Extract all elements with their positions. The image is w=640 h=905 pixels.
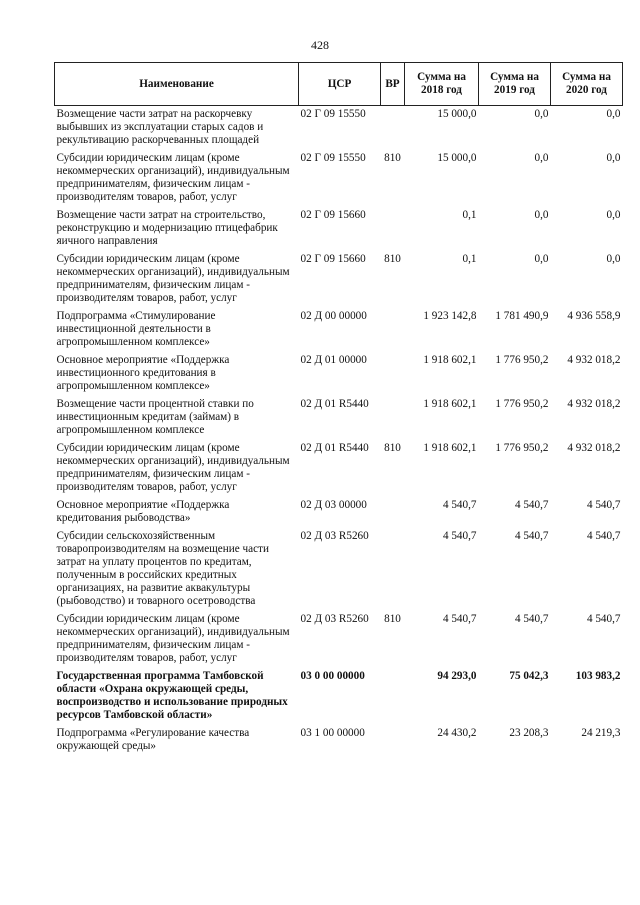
- row-name-cell: Субсидии сельскохозяйственным товаропроизводителям на возмещение части затрат на уплату процентов по кредитам, полученным в российских кредитных организациях, на развитие аквакультуры (рыбоводство) и товарного осетроводства: [56, 530, 269, 607]
- table-row: [55, 611, 623, 668]
- row-sum-2020-cell: 4 932 018,2: [567, 442, 621, 454]
- table-row: [55, 668, 623, 725]
- table-header-row: [55, 63, 623, 106]
- row-vr-cell: [381, 725, 405, 756]
- row-sum-2020-cell: 4 932 018,2: [567, 354, 621, 366]
- row-name-cell: Подпрограмма «Регулирование качества окружающей среды»: [56, 727, 250, 752]
- table-row: [55, 440, 623, 497]
- row-csr-cell: 02 Д 00 00000: [300, 310, 367, 322]
- table-row: [55, 725, 623, 756]
- row-sum-2020-cell: 4 540,7: [586, 613, 621, 625]
- row-vr-cell: [381, 668, 405, 725]
- table-row: [55, 251, 623, 308]
- row-sum-2018-cell: 0,1: [462, 209, 477, 221]
- row-sum-2019-cell: 1 776 950,2: [495, 442, 549, 454]
- table-row: [55, 106, 623, 151]
- table-body: [55, 106, 623, 757]
- row-sum-2018-cell: 1 918 602,1: [423, 354, 477, 366]
- row-sum-2019-cell: 4 540,7: [514, 613, 549, 625]
- row-sum-2019-cell: 0,0: [534, 152, 549, 164]
- row-sum-2019-cell: 23 208,3: [509, 727, 549, 739]
- row-vr-cell: [381, 528, 405, 611]
- row-csr-cell: 03 0 00 00000: [300, 670, 365, 682]
- row-csr-cell: 02 Г 09 15660: [300, 209, 366, 221]
- table-row: [55, 396, 623, 440]
- row-vr-cell: [381, 207, 405, 251]
- row-vr-cell: [381, 308, 405, 352]
- row-sum-2020-cell: 103 983,2: [575, 670, 621, 682]
- row-sum-2020-cell: 24 219,3: [581, 727, 621, 739]
- header-vr: ВР: [381, 63, 405, 106]
- row-name-cell: Возмещение части процентной ставки по инвестиционным кредитам (займам) в агропромышленном комплексе: [56, 398, 254, 436]
- row-name-cell: Подпрограмма «Стимулирование инвестиционной деятельности в агропромышленном комплексе»: [56, 310, 216, 348]
- row-sum-2019-cell: 1 781 490,9: [495, 310, 549, 322]
- table-row: [55, 352, 623, 396]
- row-sum-2020-cell: 0,0: [606, 108, 621, 120]
- row-csr-cell: 02 Д 03 00000: [300, 499, 367, 511]
- row-vr-cell: [381, 352, 405, 396]
- row-sum-2018-cell: 4 540,7: [442, 499, 477, 511]
- header-sum-2019: Сумма на 2019 год: [479, 63, 551, 106]
- row-csr-cell: 02 Д 01 R5440: [300, 398, 369, 410]
- table-row: [55, 150, 623, 207]
- row-name-cell: Основное мероприятие «Поддержка кредитования рыбоводства»: [56, 499, 230, 524]
- row-vr-cell: [381, 396, 405, 440]
- row-sum-2018-cell: 1 918 602,1: [423, 398, 477, 410]
- row-sum-2019-cell: 4 540,7: [514, 530, 549, 542]
- row-sum-2020-cell: 0,0: [606, 209, 621, 221]
- budget-table: [54, 62, 623, 756]
- row-sum-2018-cell: 24 430,2: [437, 727, 477, 739]
- row-csr-cell: 02 Г 09 15550: [300, 108, 366, 120]
- row-sum-2018-cell: 1 923 142,8: [423, 310, 477, 322]
- row-sum-2020-cell: 4 540,7: [586, 499, 621, 511]
- row-sum-2019-cell: 1 776 950,2: [495, 398, 549, 410]
- row-sum-2018-cell: 1 918 602,1: [423, 442, 477, 454]
- table-row: [55, 497, 623, 528]
- table-row: [55, 528, 623, 611]
- table-row: [55, 207, 623, 251]
- row-sum-2019-cell: 0,0: [534, 209, 549, 221]
- row-name-cell: Субсидии юридическим лицам (кроме некоммерческих организаций), индивидуальным предпринимателям, физическим лицам - производителям товаров, работ, услуг: [56, 253, 290, 304]
- row-sum-2020-cell: 4 932 018,2: [567, 398, 621, 410]
- row-vr-cell: 810: [384, 152, 401, 164]
- row-sum-2019-cell: 0,0: [534, 253, 549, 265]
- row-sum-2020-cell: 0,0: [606, 152, 621, 164]
- row-sum-2018-cell: 15 000,0: [437, 152, 477, 164]
- header-sum-2020: Сумма на 2020 год: [551, 63, 623, 106]
- row-sum-2018-cell: 15 000,0: [437, 108, 477, 120]
- row-vr-cell: [381, 497, 405, 528]
- row-vr-cell: 810: [384, 253, 401, 265]
- row-name-cell: Субсидии юридическим лицам (кроме некоммерческих организаций), индивидуальным предпринимателям, физическим лицам - производителям товаров, работ, услуг: [56, 442, 290, 493]
- page-number: 428: [311, 38, 329, 52]
- row-csr-cell: 03 1 00 00000: [300, 727, 365, 739]
- row-sum-2019-cell: 1 776 950,2: [495, 354, 549, 366]
- row-sum-2020-cell: 0,0: [606, 253, 621, 265]
- row-sum-2020-cell: 4 540,7: [586, 530, 621, 542]
- row-vr-cell: [381, 106, 405, 151]
- row-csr-cell: 02 Д 01 R5440: [300, 442, 369, 454]
- header-csr: ЦСР: [299, 63, 381, 106]
- row-csr-cell: 02 Д 01 00000: [300, 354, 367, 366]
- row-sum-2019-cell: 0,0: [534, 108, 549, 120]
- header-sum-2018: Сумма на 2018 год: [405, 63, 479, 106]
- row-sum-2018-cell: 0,1: [462, 253, 477, 265]
- row-sum-2019-cell: 75 042,3: [509, 670, 549, 682]
- row-name-cell: Возмещение части затрат на раскорчевку выбывших из эксплуатации старых садов и рекультивацию раскорчеванных площадей: [56, 108, 264, 146]
- header-name: Наименование: [55, 63, 299, 106]
- row-csr-cell: 02 Д 03 R5260: [300, 613, 369, 625]
- row-name-cell: Основное мероприятие «Поддержка инвестиционного кредитования в агропромышленном комплексе»: [56, 354, 230, 392]
- row-csr-cell: 02 Д 03 R5260: [300, 530, 369, 542]
- row-vr-cell: 810: [384, 442, 401, 454]
- row-vr-cell: 810: [384, 613, 401, 625]
- row-name-cell: Возмещение части затрат на строительство, реконструкцию и модернизацию птицефабрик яичного направления: [56, 209, 278, 247]
- table-row: [55, 308, 623, 352]
- row-sum-2019-cell: 4 540,7: [514, 499, 549, 511]
- row-sum-2018-cell: 4 540,7: [442, 613, 477, 625]
- row-sum-2018-cell: 4 540,7: [442, 530, 477, 542]
- row-name-cell: Государственная программа Тамбовской области «Охрана окружающей среды, воспроизводство и использование природных ресурсов Тамбовской области»: [56, 670, 288, 721]
- row-name-cell: Субсидии юридическим лицам (кроме некоммерческих организаций), индивидуальным предпринимателям, физическим лицам - производителям товаров, работ, услуг: [56, 152, 290, 203]
- row-csr-cell: 02 Г 09 15550: [300, 152, 366, 164]
- row-name-cell: Субсидии юридическим лицам (кроме некоммерческих организаций), индивидуальным предпринимателям, физическим лицам - производителям товаров, работ, услуг: [56, 613, 290, 664]
- row-sum-2020-cell: 4 936 558,9: [567, 310, 621, 322]
- row-sum-2018-cell: 94 293,0: [437, 670, 477, 682]
- row-csr-cell: 02 Г 09 15660: [300, 253, 366, 265]
